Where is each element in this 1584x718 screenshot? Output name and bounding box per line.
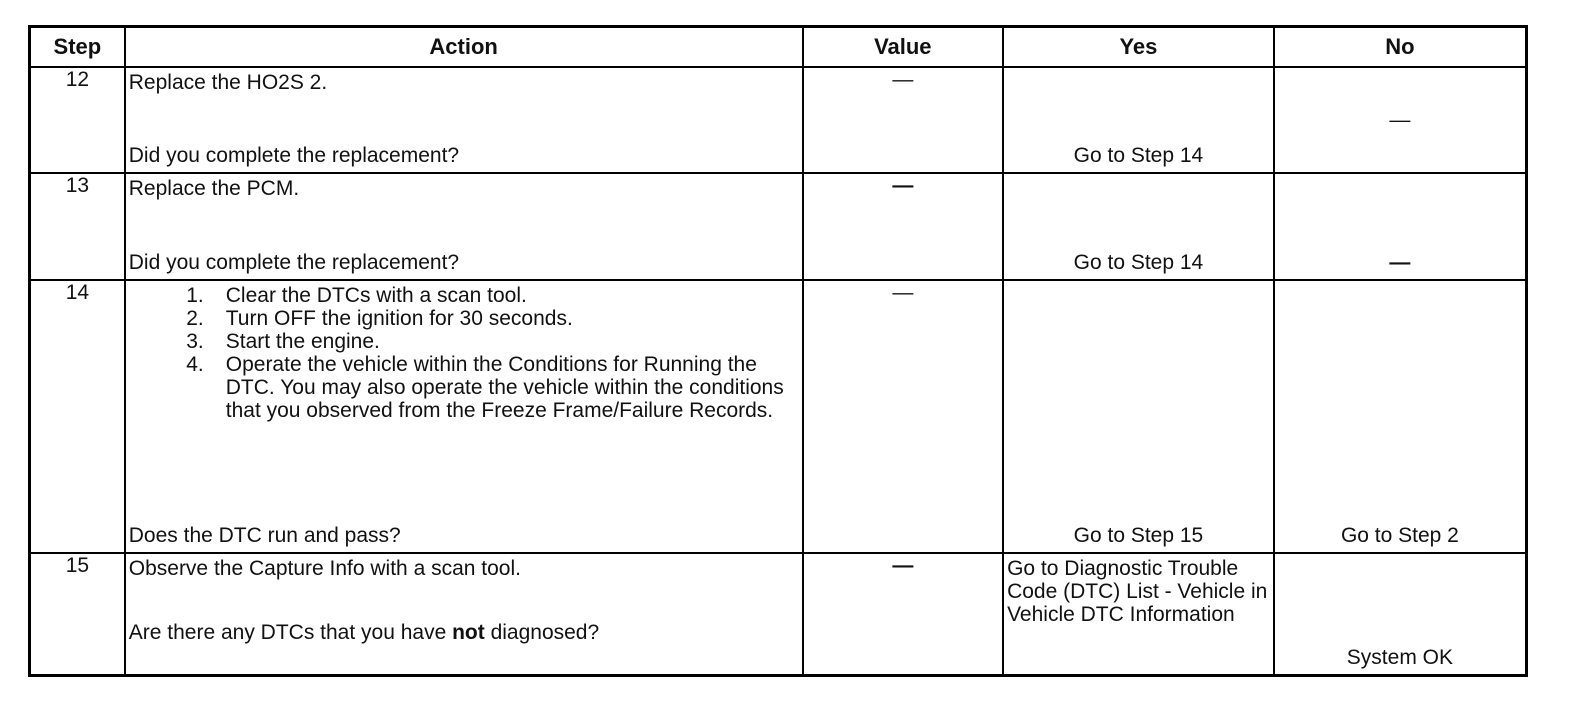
- list-item-number: 4.: [186, 353, 204, 377]
- no-result: Go to Step 2: [1340, 523, 1459, 547]
- table-row-step-15: [30, 553, 1527, 676]
- no-result: —: [1389, 250, 1411, 274]
- action-question-pre: Are there any DTCs that you have: [128, 620, 453, 644]
- action-instruction: Replace the HO2S 2.: [128, 71, 328, 94]
- no-cell: [1274, 173, 1527, 280]
- action-cell: [125, 280, 803, 553]
- step-number: 15: [30, 553, 125, 676]
- no-cell: [1274, 67, 1527, 173]
- list-item-number: 3.: [186, 330, 204, 354]
- list-item: [168, 353, 792, 422]
- list-item: [168, 284, 792, 307]
- list-item-text: Operate the vehicle within the Conditions for Running the DTC. You may also operate the vehicle within the conditions that you observed from the Freeze Frame/Failure Records.: [225, 353, 784, 423]
- action-question: Does the DTC run and pass?: [128, 523, 401, 547]
- action-step-list: [168, 284, 792, 423]
- list-item-number: 1.: [186, 284, 204, 307]
- no-result: —: [1389, 108, 1411, 132]
- action-instruction: Observe the Capture Info with a scan tool.: [128, 557, 521, 580]
- yes-cell: [1003, 553, 1274, 676]
- action-instruction: Replace the PCM.: [128, 177, 300, 200]
- list-item: [168, 330, 792, 353]
- action-question-post: diagnosed?: [484, 620, 600, 644]
- value-cell: —: [803, 67, 1004, 173]
- list-item-number: 2.: [186, 307, 204, 331]
- step-number: 13: [30, 173, 125, 280]
- action-question: Did you complete the replacement?: [128, 250, 460, 274]
- value-cell: —: [803, 280, 1004, 553]
- header-yes: Yes: [1003, 27, 1274, 68]
- yes-result-link[interactable]: Go to Diagnostic Trouble Code (DTC) List - Vehicle in Vehicle DTC Information: [1007, 557, 1268, 627]
- header-action: Action: [125, 27, 803, 68]
- yes-cell: [1003, 280, 1274, 553]
- action-question: Did you complete the replacement?: [128, 143, 460, 167]
- list-item-text: Turn OFF the ignition for 30 seconds.: [225, 307, 573, 331]
- table-row-step-13: [30, 173, 1527, 280]
- action-cell: [125, 553, 803, 676]
- yes-cell: [1003, 173, 1274, 280]
- diagnostic-table: [28, 25, 1528, 677]
- header-step: Step: [30, 27, 125, 68]
- yes-cell: [1003, 67, 1274, 173]
- no-result: System OK: [1346, 645, 1453, 669]
- table-row-step-12: [30, 67, 1527, 173]
- step-number: 12: [30, 67, 125, 173]
- value-cell: —: [803, 173, 1004, 280]
- list-item-text: Start the engine.: [225, 330, 380, 354]
- list-item: [168, 307, 792, 330]
- no-cell: [1274, 280, 1527, 553]
- no-cell: [1274, 553, 1527, 676]
- action-cell: [125, 67, 803, 173]
- step-number: 14: [30, 280, 125, 553]
- header-value: Value: [803, 27, 1004, 68]
- action-question-emphasis: not: [452, 620, 485, 644]
- value-cell: —: [803, 553, 1004, 676]
- yes-result: Go to Step 14: [1073, 143, 1204, 167]
- yes-result: Go to Step 15: [1073, 523, 1204, 547]
- table-row-step-14: [30, 280, 1527, 553]
- yes-result: Go to Step 14: [1073, 250, 1204, 274]
- list-item-text: Clear the DTCs with a scan tool.: [225, 284, 527, 307]
- action-cell: [125, 173, 803, 280]
- header-no: No: [1274, 27, 1527, 68]
- header-row: [30, 27, 1527, 68]
- action-question: [129, 621, 796, 644]
